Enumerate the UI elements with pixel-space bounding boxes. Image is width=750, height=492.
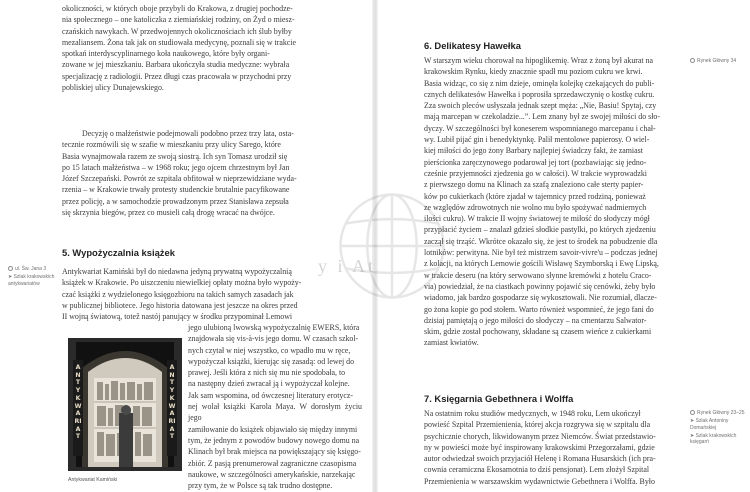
- left-second-paragraph: Decyzję o małżeństwie podejmowali podobno przez trzy lata, osta- tecznie rozmówili się w szafie w mieszkaniu przy ulicy Sarego, które Basia wynajmowała razem ze swoją siostrą. Ich syn Tomasz urodził się po 15 latach małżeństwa – w 1968 roku; jego ojcem chrzestnym był Jan Józef Szczepański. Powrót ze szpitala obfitował w nieprzewidziane wyda- rzenia – w Krakowie trwały protesty studenckie brutalnie pacyfikowane przez policję, a w samochodzie prowadzonym przez Stanisława zepsuła się skrzynia biegów, przez co musieli całą drogę wracać na dwójce.: [62, 129, 297, 218]
- section-7-text: Na ostatnim roku studiów medycznych, w 1948 roku, Lem ukończył powieść Szpital Przemienienia, której akcja rozgrywa się w szpitalu dla psychicznie chorych, likwidowanym przez Niemców. Świat przedstawio- ny w powieści może być inspirowany krakowskimi Przegorzałami, gdzie autor odwiedzał swoich przyjaciół Helenę i Romana Husarskich (ich pra- cownia ceramiczna Ekosamotnia to dziś pensjonat). Lem złożył Szpital Przemienienia w warszawskim wydawnictwie Gebethnera i Wolffa. Było: [424, 409, 656, 486]
- section-5-wide-text: Antykwariat Kamiński był do niedawna jedyną prywatną wypożyczalnią książek w Krakowie. Po uiszczeniu niewielkiej opłaty można było wypoży- czać książki z wydzielonego księgozbioru na takich samych zasadach jak w publicznej bibliotece. Jego historia datowana jest jeszcze na okres przed II wojną światową, totež nastój panujący w środku przypominał Lemowi: [62, 267, 302, 322]
- section-7-margin-note: Rynek Główny 23–25 ➤ Szlak Antoniny Domańskiej ➤ Szlak krakowskich księgarń: [690, 410, 745, 446]
- section-6-text: W starszym wieku chorował na hipoglikemię. Wraz z żoną był akurat na krakowskim Rynku, kiedy znacznie spadł mu poziom cukru we krwi. Basia widząc, co się z nim dzieje, ominęła kolejkę czekających do publi- cznych delikatesów Hawełka i poprosiła sprzedawczynię o kostkę cukru. Zza swoich pleców usłyszała jednak szept męża: „Nie, Basiu! Spytaj, czy mają marcepan w czekoladzie...”. Lem znany był ze swojej miłości do sło- dyczy. W szczególności był koneserem wspomnianego marcepanu i chał- wy. Lubił pijać gin i benedyktynkę. Palił mentolowe papierosy. O wiel- kiej miłości do jego żony Barbary najlepiej świadczy fakt, że zamiast pierścionka zaręczynowego podarował jej tort (pozbawiając się jedno- cześnie przyjemności zjedzenia go w całości). W trakcie wyprowadzki z pierwszego domu na Klinach za szafą znaleziono całe sterty papier- ków po cukierkach (które zjadał w tajemnicy przed rodziną, ponieważ ze względów zdrowotnych nie wolno mu było spożywać nadmiernych ilości cukru). W trakcie II wojny światowej te miłość do słodyczy mógł przypłacić życiem – znalazł gdzieś słodkie pastylki, po których zjedzeniu zaczął się trząść. Wkrótce okazało się, że jest to środek na pobudzenie dla lotników: perwityna. Nie był też mistrzem savoir-vivre'u – podczas jednej z kolacji, na których Lemowie gościli Wisławę Szymborską i Ewę Lipską, w trakcie deseru (na który serwowano słynne kremówki z hotelu Craco- via) powiedział, że na ciastkach powinny pojawić się cenówki, żeby było wiadomo, jak bardzo gospodarze się wykosztowali. Nie rozumiał, dlacze- go żona kopie go pod stołem. Warto również wspomnieć, że jego fani do dzisiaj pamiętają o jego miłości do słodyczy – na cmentarzu Salwator- skim, gdzie został pochowany, składane są czasem wieńce z cukierkami zamiast kwiatów.: [424, 56, 660, 348]
- trail-arrow-icon: ➤: [8, 274, 14, 281]
- trail-arrow-icon: ➤: [690, 432, 696, 439]
- trail-arrow-icon: ➤: [690, 418, 696, 425]
- section-5-margin-note: ul. Św. Jana 3 ➤ Szlak krakowskich antykwariatów: [8, 266, 55, 287]
- photo-caption: Antykwariat Kamiński: [68, 477, 118, 483]
- section-6-heading: 6. Delikatesy Hawełka: [424, 40, 521, 51]
- section-6-margin-note: Rynek Główny 34: [690, 58, 745, 64]
- left-intro-paragraph: okoliczności, w których oboje przybyli do Krakowa, z drugiej pochodze- nia społecznego – one katoliczka z ziemiańskiej rodziny, on Żyd o miesz- czańskich nawykach. W przedwojennych okolicznościach ich ślub byłby mezaliansem. Żona tak jak on studiowała medycynę, poznali się w trakcie spotkań interdyscyplinarnego koła naukowego, które były organi- zowane w jej mieszkaniu. Barbara ukończyła studia medyczne: wybrała specjalizację z radiologii. Przez długi czas pracowała w przychodni przy pobliskiej ulicy Dunajewskiego.: [62, 4, 297, 93]
- antykwariat-photo: [68, 338, 182, 471]
- section-5-heading: 5. Wypożyczalnia książek: [62, 247, 175, 258]
- location-pin-icon: [690, 410, 695, 415]
- section-5-narrow-text: jego ulubioną lwowską wypożyczalnię EWERS, która znajdowała się vis-à-vis jego domu. W czasach szkol- nych czytał w niej wszystko, co wpadło mu w ręce, wypożyczał książki, kierując się zasadą: od lewej do prawej. Jeśli która z nich się mu nie spodobała, to na następny dzień zwracał ją i wypożyczał kolejne. Jak sam wspomina, od ówczesnej literatury erotycz- nej wolał książki Karola Maya. W dorosłym życiu jego zamiłowanie do książek objawiało się między innymi tym, że jednym z powodów budowy nowego domu na Klinach był brak miejsca na powiększający się księgo- zbiór. Z pasją prenumerował zagraniczne czasopisma naukowe, w szczególności amerykańskie, narzekając przy tym, że w Polsce są tak trudno dostępne.: [188, 323, 362, 491]
- section-7-heading: 7. Księgarnia Gebethnera i Wolffa: [424, 393, 574, 404]
- location-pin-icon: [690, 58, 695, 63]
- watermark-text: y i At: [318, 256, 377, 276]
- right-shop-sign: ANTYKWARIAT: [168, 364, 176, 441]
- left-shop-sign: ANTYKWARIAT: [74, 364, 82, 441]
- location-pin-icon: [8, 266, 13, 271]
- globe-watermark: [336, 190, 448, 302]
